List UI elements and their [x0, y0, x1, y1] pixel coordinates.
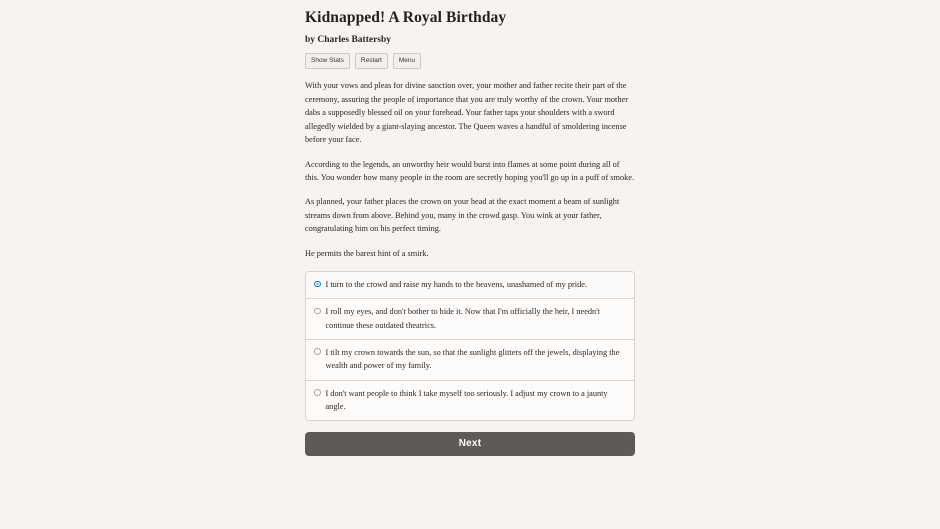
choice-option[interactable]	[306, 299, 634, 340]
radio-icon[interactable]	[314, 348, 321, 355]
show-stats-button[interactable]: Show Stats	[305, 53, 350, 69]
radio-icon[interactable]	[314, 389, 321, 396]
choice-option-label: I tilt my crown towards the sun, so that the sunlight glitters off the jewels, displaying the wealth and power of my family.	[325, 347, 620, 371]
toolbar	[305, 53, 635, 69]
choice-option-label: I roll my eyes, and don't bother to hide it. Now that I'm officially the heir, I needn't continue these outdated theatrics.	[325, 307, 601, 330]
story-page	[305, 0, 635, 456]
passage-paragraph: With your vows and pleas for divine sanction over, your mother and father recite their part of the ceremony, assuring the people of importance that you are truly worthy of the crown. Your mother dabs a supposedly blessed oil on your forehead. Your father taps your shoulders with a sword allegedly wielded by a giant-slaying ancestor. The Queen waves a handful of smoldering incense before your face.	[305, 81, 628, 145]
choice-option-label: I don't want people to think I take myself too seriously. I adjust my crown to a jaunty angle.	[325, 388, 608, 411]
restart-button[interactable]: Restart	[355, 53, 388, 69]
radio-icon[interactable]	[314, 281, 321, 288]
next-button[interactable]: Next	[305, 432, 635, 456]
choice-option[interactable]	[306, 381, 634, 421]
passage-paragraph: He permits the barest hint of a smirk.	[305, 248, 429, 258]
page-title: Kidnapped! A Royal Birthday	[305, 9, 507, 26]
choice-option-label: I turn to the crowd and raise my hands to the heavens, unashamed of my pride.	[325, 280, 588, 290]
choice-option[interactable]	[306, 272, 634, 299]
passage-paragraph: According to the legends, an unworthy heir would burst into flames at some point during all of this. You wonder how many people in the room are secretly hoping you'll go up in a puff of smoke.	[305, 159, 635, 182]
story-passage	[305, 79, 635, 260]
story-author: by Charles Battersby	[305, 35, 392, 46]
menu-button[interactable]: Menu	[393, 53, 421, 69]
passage-paragraph: As planned, your father places the crown on your head at the exact moment a beam of sunlight streams down from above. Behind you, many in the crowd gasp. You wink at your father, congratulating him on his perfect timing.	[305, 197, 620, 234]
choice-list	[305, 271, 635, 421]
radio-icon[interactable]	[314, 308, 321, 315]
choice-option[interactable]	[306, 340, 634, 381]
